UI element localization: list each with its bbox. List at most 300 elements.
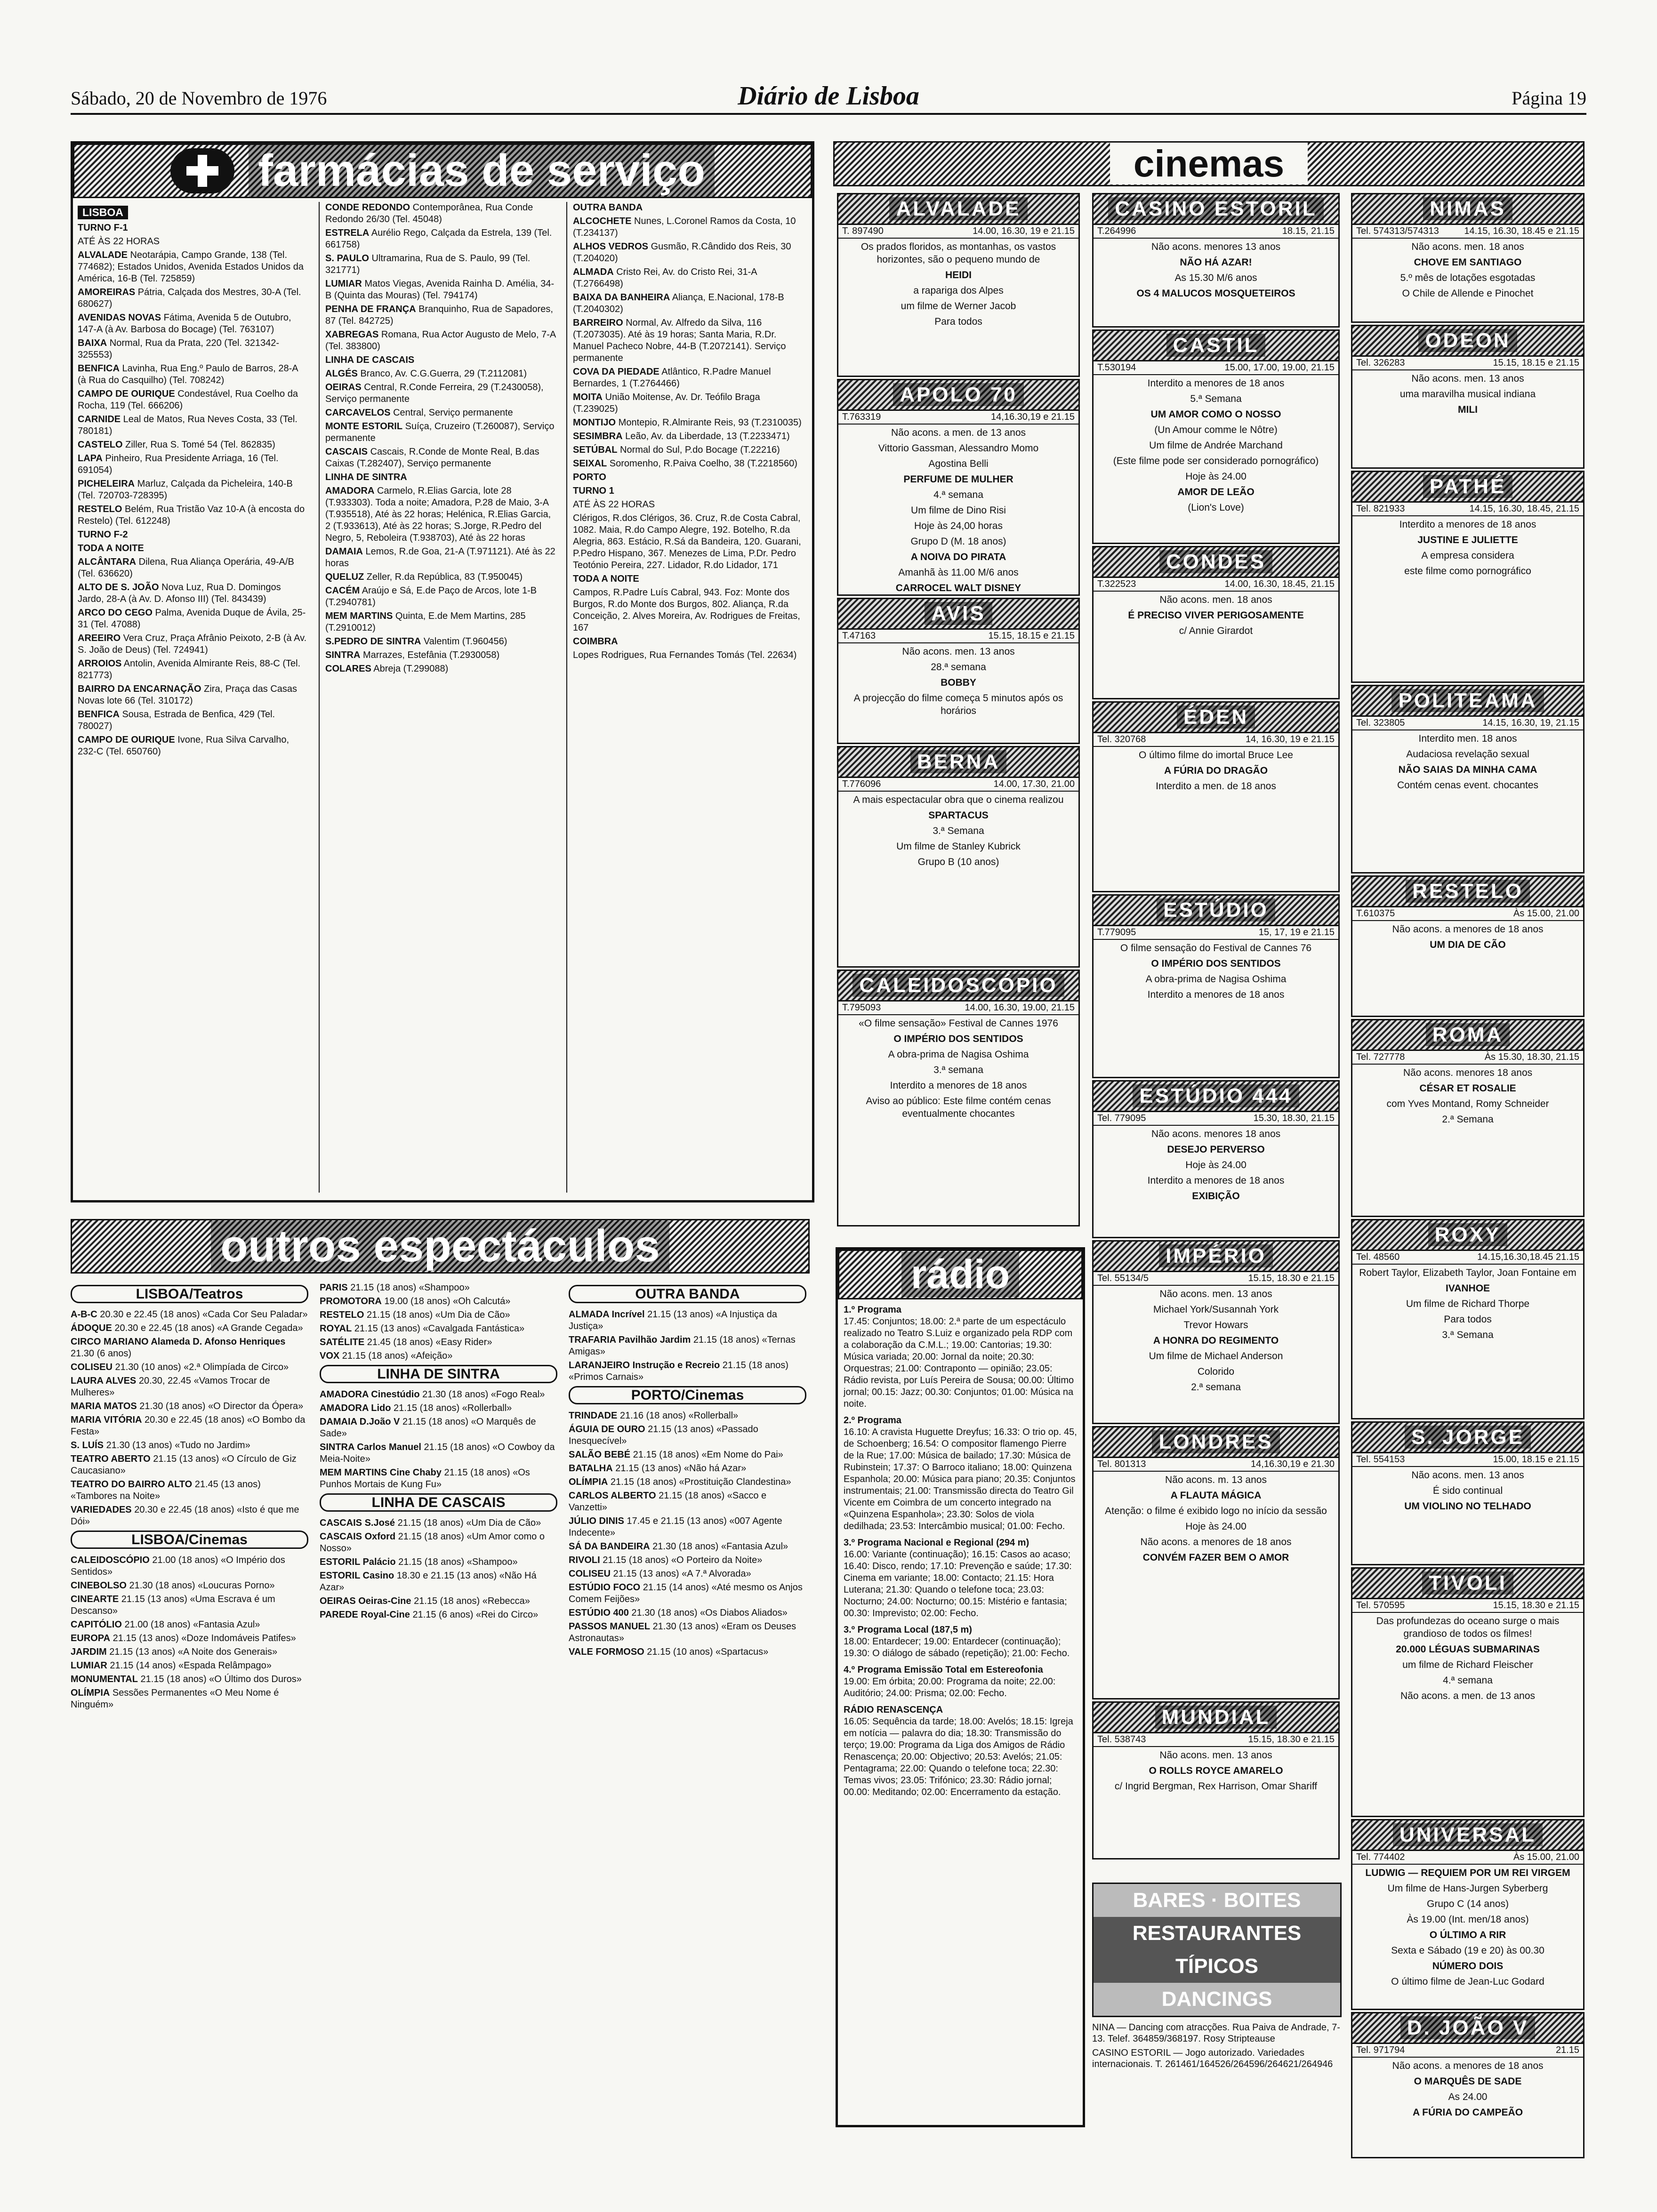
cinema-line: A empresa considera <box>1421 550 1514 561</box>
cinema-line: Um filme de Stanley Kubrick <box>896 841 1021 852</box>
cinema-line: 4.ª semana <box>1443 1675 1493 1686</box>
cinema-name: CASTIL <box>1094 331 1338 361</box>
section-heading: LINHA DE SINTRA <box>320 1365 557 1383</box>
cinema-phone-times: Tel. 538743 15.15, 18.30 e 21.15 <box>1094 1733 1338 1747</box>
listing-entry: RESTELO 21.15 (18 anos) «Um Dia de Cão» <box>320 1310 510 1320</box>
cinema-line: Não acons. m. 13 anos <box>1165 1475 1267 1485</box>
cinema-line: Para todos <box>1444 1314 1492 1325</box>
listing-entry: MARIA VITÓRIA 20.30 e 22.45 (18 anos) «O Bombo da Festa» <box>71 1415 306 1437</box>
cinema-name: IMPÉRIO <box>1094 1242 1338 1272</box>
listing-entry: LUMIAR Matos Viegas, Avenida Rainha D. Amélia, 34-B (Quinta das Mouras) (Tel. 794174) <box>325 279 555 301</box>
listing-entry: XABREGAS Romana, Rua Actor Augusto de Melo, 7-A (Tel. 383800) <box>325 329 556 352</box>
cinema-listing <box>1092 701 1340 892</box>
listing-entry: Clérigos, R.dos Clérigos, 36. Cruz, R.de Costa Cabral, 1082. Maia, R.do Campo Alegre, 192. Botelho, R.da Alegria, 863. Estácio, R.Sá da Bandeira, 120. Guarani, P.Pedro Hispano, 367. Menezes de Lima, P.Dr. Pedro Teotónio Pereira, 227. Lidador, R.do Lidador, 171 <box>573 513 801 570</box>
section-heading: PORTO/Cinemas <box>569 1386 806 1404</box>
listing-entry: CARCAVELOS Central, Serviço permanente <box>325 408 513 418</box>
cinema-line: IVANHOE <box>1445 1283 1490 1294</box>
listing-entry: DAMAIA Lemos, R.de Goa, 21-A (T.971121). Até às 22 horas <box>325 546 555 569</box>
listing-entry: ALCÂNTARA Dilena, Rua Aliança Operária, 49-A/B (Tel. 636620) <box>78 557 294 579</box>
cinema-line: A HONRA DO REGIMENTO <box>1153 1335 1279 1346</box>
cinema-phone-times: T.779095 15, 17, 19 e 21.15 <box>1094 926 1338 940</box>
outros-title: outros espectáculos <box>211 1221 669 1271</box>
cinema-line: c/ Ingrid Bergman, Rex Harrison, Omar Shariff <box>1114 1781 1318 1792</box>
outros-list-1 <box>71 1285 308 1711</box>
radio-program-title: RÁDIO RENASCENÇA <box>844 1705 943 1715</box>
outros-col-1 <box>71 1282 308 2148</box>
section-heading: LISBOA/Cinemas <box>71 1531 308 1549</box>
listing-entry: TODA A NOITE <box>78 543 144 553</box>
cinema-phone-times: T.776096 14.00, 17.30, 21.00 <box>838 778 1078 792</box>
listing-entry: PROMOTORA 19.00 (18 anos) «Oh Calcutá» <box>320 1296 511 1306</box>
cinema-line: Contém cenas event. chocantes <box>1397 780 1538 791</box>
cinema-line: CHOVE EM SANTIAGO <box>1414 257 1522 268</box>
cinema-listing <box>837 746 1080 968</box>
cinema-line: Hoje às 24.00 <box>1185 1521 1247 1532</box>
newspaper-title: Diário de Lisboa <box>738 81 919 111</box>
cinema-line: Atenção: o filme é exibido logo no início da sessão <box>1105 1506 1327 1516</box>
farmacias-title: farmácias de serviço <box>249 145 715 197</box>
cinema-line: 28.ª semana <box>931 662 986 673</box>
cinema-name: ROXY <box>1352 1220 1583 1251</box>
listing-entry: AVENIDAS NOVAS Fátima, Avenida 5 de Outubro, 147-A (à Av. Barbosa do Bocage) (Tel. 763107) <box>78 313 291 335</box>
listing-entry: RESTELO Belém, Rua Tristão Vaz 10-A (à encosta do Restelo) (Tel. 612248) <box>78 504 305 526</box>
section-heading: LISBOA/Teatros <box>71 1285 308 1303</box>
cinema-line: Um filme de Andrée Marchand <box>1149 440 1283 451</box>
cinema-listing <box>1092 1240 1340 1424</box>
cinema-line: Os prados floridos, as montanhas, os vastos horizontes, são o pequeno mundo de <box>861 241 1056 265</box>
cinema-name: ÉDEN <box>1094 703 1338 733</box>
cinema-name: ROMA <box>1352 1020 1583 1051</box>
cinema-line: Interdito a menores de 18 anos <box>1147 1175 1285 1186</box>
listing-entry: Lopes Rodrigues, Rua Fernandes Tomás (Tel. 22634) <box>573 650 797 660</box>
cinema-line: Não acons. men. 13 anos <box>1159 1750 1272 1761</box>
outros-list-2 <box>320 1282 557 1621</box>
cinema-line: 4.ª semana <box>933 489 983 500</box>
cinema-phone-times: Tel. 774402 Às 15.00, 21.00 <box>1352 1851 1583 1865</box>
cinema-line: O Chile de Allende e Pinochet <box>1402 288 1534 299</box>
listing-entry: BENFICA Sousa, Estrada de Benfica, 429 (Tel. 780027) <box>78 709 275 731</box>
listing-entry: ARCO DO CEGO Palma, Avenida Duque de Ávila, 25-31 (Tel. 47088) <box>78 608 306 630</box>
listing-entry: MONTE ESTORIL Suíça, Cruzeiro (T.260087), Serviço permanente <box>325 421 555 443</box>
cinema-line: Não acons. men. 18 anos <box>1159 594 1272 605</box>
radio-schedule: 17.45: Conjuntos; 18.00: 2.ª parte de um espectáculo realizado no Teatro S.Luiz e organizado pela RDP com a colaboração da C.M.L.; 19.00: Cantorias; 19.30: Música variada; 20.00: Jornal da noite; 20.30: Orquestras; 21.00: Contraponto — opinião; 23.05: Rádio revista, por Luís Pereira de Sousa; 00.00: Último jornal; 00.15: Jazz; 00.30: Conjuntos; 01.00: Música na noite. <box>844 1316 1074 1409</box>
listing-entry: A-B-C 20.30 e 22.45 (18 anos) «Cada Cor Seu Paladar» <box>71 1309 308 1320</box>
farmacias-list-2 <box>325 202 556 675</box>
listing-entry: ALMADA Incrível 21.15 (13 anos) «A Injustiça da Justiça» <box>569 1309 777 1331</box>
cinema-phone-times: Tel. 570595 15.15, 18.30 e 21.15 <box>1352 1599 1583 1613</box>
listing-entry: ALMADA Cristo Rei, Av. do Cristo Rei, 31-A (T.2766498) <box>573 267 757 289</box>
listing-entry: BAIXA DA BANHEIRA Aliança, E.Nacional, 178-B (T.2040302) <box>573 292 784 314</box>
cinema-name: CALEIDOSCÓPIO <box>838 971 1078 1002</box>
cinema-line: Não acons. a men. de 13 anos <box>891 427 1026 438</box>
listing-entry: PORTO <box>573 472 606 482</box>
cinema-line: Às 19.00 (Int. men/18 anos) <box>1407 1914 1529 1925</box>
listing-entry: MONTIJO Montepio, R.Almirante Reis, 93 (T.2310035) <box>573 417 802 428</box>
farmacias-col-1 <box>78 202 308 1193</box>
cinema-phone-times: Tel. 320768 14, 16.30, 19 e 21.15 <box>1094 733 1338 747</box>
listing-entry: COLARES Abreja (T.299088) <box>325 664 449 674</box>
cinema-name: APOLO 70 <box>838 380 1078 411</box>
cinema-phone-times: T. 897490 14.00, 16.30, 19 e 21.15 <box>838 225 1078 239</box>
cinema-listing <box>1092 1701 1340 1859</box>
listing-entry: COLISEU 21.30 (10 anos) «2.ª Olimpíada de Circo» <box>71 1362 289 1372</box>
cinema-line: Amanhã às 11.00 M/6 anos <box>898 567 1019 578</box>
cinema-line: (Lion's Love) <box>1188 502 1244 513</box>
listing-entry: RIVOLI 21.15 (18 anos) «O Porteiro da Noite» <box>569 1555 763 1565</box>
cinema-listing <box>1351 1819 1585 2010</box>
cinema-line: Colorido <box>1197 1366 1235 1377</box>
cinema-line: Grupo C (14 anos) <box>1427 1899 1509 1909</box>
radio-program-title: 3.º Programa Nacional e Regional (294 m) <box>844 1538 1030 1548</box>
cinema-line: «O filme sensação» Festival de Cannes 1976 <box>859 1018 1058 1029</box>
listing-entry: ALVALADE Neotarápia, Campo Grande, 138 (Tel. 774682); Estados Unidos, Avenida Estados Unidos da América, 16-B (Tel. 725859) <box>78 250 304 284</box>
section-heading: LINHA DE CASCAIS <box>320 1493 557 1512</box>
cinema-phone-times: Tel. 55134/5 15.15, 18.30 e 21.15 <box>1094 1272 1338 1286</box>
cinema-name: NIMAS <box>1352 194 1583 225</box>
listing-entry: TODA A NOITE <box>573 574 639 584</box>
listing-entry: VALE FORMOSO 21.15 (10 anos) «Spartacus» <box>569 1647 769 1657</box>
listing-entry: TRAFARIA Pavilhão Jardim 21.15 (18 anos) «Ternas Amigas» <box>569 1335 796 1357</box>
listing-entry: CASTELO Ziller, Rua S. Tomé 54 (Tel. 862835) <box>78 440 275 450</box>
listing-entry: ALHOS VEDROS Gusmão, R.Cândido dos Reis, 30 (T.204020) <box>573 241 791 264</box>
listing-entry: OEIRAS Oeiras-Cine 21.15 (18 anos) «Rebecca» <box>320 1596 530 1606</box>
cinema-line: Um filme de Dino Risi <box>911 505 1006 516</box>
cinema-line: PERFUME DE MULHER <box>903 474 1014 485</box>
cinema-line: A mais espectacular obra que o cinema realizou <box>853 794 1064 805</box>
cinema-line: 5.ª Semana <box>1190 393 1242 404</box>
cinema-phone-times: Tel. 323805 14.15, 16.30, 19, 21.15 <box>1352 717 1583 730</box>
cinema-line: a rapariga dos Alpes <box>913 285 1004 296</box>
cinema-line: AMOR DE LEÃO <box>1177 487 1255 497</box>
cinema-name: ODEON <box>1352 326 1583 357</box>
cinema-line: UM AMOR COMO O NOSSO <box>1150 409 1281 420</box>
listing-entry: CALEIDOSCÓPIO 21.00 (18 anos) «O Império dos Sentidos» <box>71 1555 285 1577</box>
section-heading: OUTRA BANDA <box>569 1285 806 1303</box>
radio-banner <box>838 1250 1083 1299</box>
cinema-line: Audaciosa revelação sexual <box>1406 749 1529 760</box>
listing-entry: CAMPO DE OURIQUE Ivone, Rua Silva Carvalho, 232-C (Tel. 650760) <box>78 735 290 757</box>
listing-entry: LUMIAR 21.15 (14 anos) «Espada Relâmpago» <box>71 1660 272 1671</box>
listing-entry: ESTÚDIO FOCO 21.15 (14 anos) «Até mesmo os Anjos Comem Feijões» <box>569 1582 803 1604</box>
issue-date: Sábado, 20 de Novembro de 1976 <box>71 88 327 109</box>
cinema-listing <box>1092 546 1340 699</box>
listing-entry: JÚLIO DINIS 17.45 e 21.15 (13 anos) «007 Agente Indecente» <box>569 1516 782 1538</box>
cinema-line: JUSTINE E JULIETTE <box>1417 535 1518 545</box>
cinema-line: Interdito men. 18 anos <box>1418 733 1517 744</box>
cinema-name: S. JORGE <box>1352 1423 1583 1453</box>
cinema-line: A FÚRIA DO CAMPEÃO <box>1412 2107 1523 2118</box>
listing-entry: ATÉ ÀS 22 HORAS <box>573 499 655 510</box>
cinema-listing <box>1351 685 1585 874</box>
cinema-line: Interdito a menores de 18 anos <box>1147 378 1285 389</box>
listing-entry: AMADORA Lido 21.15 (18 anos) «Rollerball» <box>320 1403 512 1413</box>
listing-entry: COIMBRA <box>573 636 618 647</box>
cinema-phone-times: Tel. 727778 Às 15.30, 18.30, 21.15 <box>1352 1051 1583 1065</box>
listing-entry: BAIXA Normal, Rua da Prata, 220 (Tel. 321342-325553) <box>78 338 279 360</box>
cinema-line: MILI <box>1458 404 1478 415</box>
cinema-line: este filme como pornográfico <box>1404 566 1531 577</box>
cinema-line: NÃO HÁ AZAR! <box>1180 257 1252 268</box>
listing-entry: PARIS 21.15 (18 anos) «Shampoo» <box>320 1282 470 1293</box>
cinema-line: CONVÉM FAZER BEM O AMOR <box>1142 1552 1289 1563</box>
listing-entry: BAIRRO DA ENCARNAÇÃO Zira, Praça das Casas Novas lote 66 (Tel. 310172) <box>78 684 298 706</box>
listing-entry: ÁDOQUE 20.30 e 22.45 (18 anos) «A Grande Cegada» <box>71 1323 303 1333</box>
bares-line-0: NINA — Dancing com atracções. Rua Paiva de Andrade, 7-13. Telef. 364859/368197. Rosy Stripteause <box>1092 2022 1340 2044</box>
listing-entry: SALÃO BEBÉ 21.15 (18 anos) «Em Nome do Pai» <box>569 1450 783 1460</box>
bares-word-0: BARES · BOITES <box>1094 1884 1340 1917</box>
bares-line-1: CASINO ESTORIL — Jogo autorizado. Variedades internacionais. T. 261461/164526/264596/264621/264946 <box>1092 2048 1333 2069</box>
outros-col-2 <box>320 1282 557 2148</box>
cinema-line: A FÚRIA DO DRAGÃO <box>1164 765 1268 776</box>
radio-schedule: 18.00: Entardecer; 19.00: Entardecer (continuação); 19.30: O diálogo de sábado (repetição); 21.00: Fecho. <box>844 1636 1070 1659</box>
cinema-name: RESTELO <box>1352 877 1583 907</box>
listing-entry: VARIEDADES 20.30 e 22.45 (18 anos) «Isto é que me Dói» <box>71 1505 299 1527</box>
listing-entry: EUROPA 21.15 (13 anos) «Doze Indomáveis Patifes» <box>71 1633 296 1643</box>
cinema-line: Grupo B (10 anos) <box>917 857 999 867</box>
cinema-line: 5.º mês de lotações esgotadas <box>1400 272 1536 283</box>
listing-entry: S. LUÍS 21.30 (13 anos) «Tudo no Jardim» <box>71 1440 250 1451</box>
cinema-line: UM DIA DE CÃO <box>1430 939 1506 950</box>
cross-icon <box>170 148 234 193</box>
bares-word-1: RESTAURANTES <box>1094 1917 1340 1950</box>
listing-entry: AREEIRO Vera Cruz, Praça Afrânio Peixoto, 2-B (à Av. S. João de Deus) (Tel. 724941) <box>78 633 307 655</box>
listing-entry: PASSOS MANUEL 21.30 (13 anos) «Eram os Deuses Astronautas» <box>569 1621 796 1643</box>
listing-entry: S.PEDRO DE SINTRA Valentim (T.960456) <box>325 636 507 647</box>
cinema-line: (Este filme pode ser considerado pornográfico) <box>1113 456 1319 466</box>
listing-entry: CASCAIS Oxford 21.15 (18 anos) «Um Amor como o Nosso» <box>320 1531 545 1554</box>
cinema-line: Um filme de Michael Anderson <box>1149 1351 1283 1362</box>
listing-entry: PENHA DE FRANÇA Branquinho, Rua de Sapadores, 87 (Tel. 842725) <box>325 304 553 326</box>
cinema-line: As 24.00 <box>1448 2092 1488 2102</box>
listing-entry: OLÍMPIA Sessões Permanentes «O Meu Nome é Ninguém» <box>71 1688 279 1710</box>
cinema-line: Não acons. a men. de 13 anos <box>1400 1691 1536 1701</box>
listing-entry: ESTORIL Casino 18.30 e 21.15 (13 anos) «Não Há Azar» <box>320 1571 537 1593</box>
cinema-line: 3.ª Semana <box>1442 1330 1494 1340</box>
cinema-line: OS 4 MALUCOS MOSQUETEIROS <box>1136 288 1295 299</box>
cinema-name: ESTÚDIO 444 <box>1094 1082 1338 1112</box>
cinema-line: Um filme de Richard Thorpe <box>1406 1298 1530 1309</box>
listing-entry: LAURA ALVES 20.30, 22.45 «Vamos Trocar de Mulheres» <box>71 1376 270 1398</box>
listing-entry: CONDE REDONDO Contemporânea, Rua Conde Redondo 26/30 (Tel. 45048) <box>325 202 533 224</box>
cinema-phone-times: Tel. 971794 21.15 <box>1352 2044 1583 2058</box>
cinema-line: HEIDI <box>945 270 972 281</box>
listing-entry: AMADORA Carmelo, R.Elias Garcia, lote 28 (T.933303). Toda a noite; Amadora, P.28 de Maio, 3-A (T.935518), Até às 22 horas; Helénica, R.Elias Garcia, 2 (T.933613), Até às 22 horas; S.Jorge, R.Pedro del Negro, 5, Reboleira (T.938703), Até às 22 horas <box>325 486 551 543</box>
cinema-line: O último filme de Jean-Luc Godard <box>1391 1976 1544 1987</box>
cinema-line: CÉSAR ET ROSALIE <box>1419 1083 1516 1094</box>
cinema-phone-times: T.264996 18.15, 21.15 <box>1094 225 1338 239</box>
cinema-line: UM VIOLINO NO TELHADO <box>1404 1501 1531 1512</box>
listing-entry: SETÚBAL Normal do Sul, P.do Bocage (T.22216) <box>573 445 780 455</box>
listing-entry: CACÉM Araújo e Sá, E.de Paço de Arcos, lote 1-B (T.2940781) <box>325 585 537 608</box>
page-header <box>71 80 1586 115</box>
listing-entry: ESTÚDIO 400 21.30 (18 anos) «Os Diabos Aliados» <box>569 1608 788 1618</box>
cinemas-banner <box>833 141 1585 186</box>
cinema-phone-times: T.322523 14.00, 16.30, 18.45, 21.15 <box>1094 578 1338 592</box>
cinema-line: É sido continual <box>1432 1485 1503 1496</box>
outros-list-3 <box>569 1285 806 1658</box>
listing-entry: SINTRA Marrazes, Estefânia (T.2930058) <box>325 650 500 660</box>
cinema-line: A projecção do filme começa 5 minutos após os horários <box>853 693 1063 716</box>
cinema-phone-times: T.763319 14,16.30,19 e 21.15 <box>838 411 1078 425</box>
cinema-line: O MARQUÊS DE SADE <box>1414 2076 1522 2087</box>
listing-entry: MOITA União Moitense, Av. Dr. Teófilo Braga (T.239025) <box>573 392 760 414</box>
cinema-line: A obra-prima de Nagisa Oshima <box>888 1049 1029 1060</box>
cinema-line: NÃO SAIAS DA MINHA CAMA <box>1398 764 1537 775</box>
cinema-name: CONDES <box>1094 547 1338 578</box>
listing-entry: CARLOS ALBERTO 21.15 (18 anos) «Sacco e Vanzetti» <box>569 1491 767 1513</box>
listing-entry: CASCAIS Cascais, R.Conde de Monte Real, B.das Caixas (T.282407), Serviço permanente <box>325 447 539 469</box>
listing-entry: COLISEU 21.15 (13 anos) «A 7.ª Alvorada» <box>569 1569 751 1579</box>
listing-entry: CIRCO MARIANO Alameda D. Afonso Henriques 21.30 (6 anos) <box>71 1337 286 1359</box>
cinema-name: AVIS <box>838 599 1078 630</box>
cinema-line: As 15.30 M/6 anos <box>1174 272 1257 283</box>
cinema-phone-times: Tel. 821933 14.15, 16.30, 18.45, 21.15 <box>1352 503 1583 516</box>
cinema-listing <box>837 598 1080 744</box>
cinema-listing <box>1351 1019 1585 1217</box>
cinema-line: CARROCEL WALT DISNEY <box>895 583 1022 593</box>
cinema-line: Não acons. menores 18 anos <box>1403 1067 1533 1078</box>
farmacias-banner <box>73 144 812 198</box>
cinema-line: O IMPÉRIO DOS SENTIDOS <box>893 1034 1023 1044</box>
listing-entry: CINEBOLSO 21.30 (18 anos) «Loucuras Porno» <box>71 1580 275 1591</box>
listing-entry: JARDIM 21.15 (13 anos) «A Noite dos Generais» <box>71 1647 278 1657</box>
cinema-phone-times: T.47163 15.15, 18.15 e 21.15 <box>838 630 1078 643</box>
cinema-listing <box>1092 1426 1340 1699</box>
listing-entry: ÁGUIA DE OURO 21.15 (13 anos) «Passado Inesquecível» <box>569 1424 758 1446</box>
listing-entry: BENFICA Lavinha, Rua Eng.º Paulo de Barros, 28-A (à Rua do Casquilho) (Tel. 708242) <box>78 363 298 385</box>
listing-entry: ESTORIL Palácio 21.15 (18 anos) «Shampoo» <box>320 1557 518 1567</box>
cinema-line: Não acons. menores 18 anos <box>1151 1129 1281 1139</box>
listing-entry: ESTRELA Aurélio Rego, Calçada da Estrela, 139 (Tel. 661758) <box>325 228 552 250</box>
radio-program-title: 1.º Programa <box>844 1305 901 1315</box>
listing-entry: TEATRO DO BAIRRO ALTO 21.45 (13 anos) «Tambores na Noite» <box>71 1479 261 1501</box>
cinema-line: 2.ª Semana <box>1442 1114 1494 1125</box>
page-number: Página 19 <box>1512 88 1586 109</box>
listing-entry: SÁ DA BANDEIRA 21.30 (18 anos) «Fantasia Azul» <box>569 1541 788 1552</box>
radio-title: rádio <box>901 1252 1019 1297</box>
listing-entry: TURNO F-1 <box>78 223 128 233</box>
cinema-name: ALVALADE <box>838 194 1078 225</box>
cinema-name: POLITEAMA <box>1352 686 1583 717</box>
cinema-line: Robert Taylor, Elizabeth Taylor, Joan Fontaine em <box>1359 1267 1577 1278</box>
farmacias-section <box>71 141 814 1202</box>
listing-entry: QUELUZ Zeller, R.da República, 83 (T.950045) <box>325 572 523 582</box>
cinema-listing <box>1351 1567 1585 1817</box>
listing-entry: ALGÉS Branco, Av. C.G.Guerra, 29 (T.2112081) <box>325 369 527 379</box>
cinema-line: O último filme do imortal Bruce Lee <box>1139 750 1293 761</box>
cinema-name: UNIVERSAL <box>1352 1820 1583 1851</box>
cinema-line: NÚMERO DOIS <box>1432 1961 1504 1972</box>
cinema-phone-times: T.610375 Às 15.00, 21.00 <box>1352 907 1583 921</box>
listing-entry: AMOREIRAS Pátria, Calçada dos Mestres, 30-A (Tel. 680627) <box>78 287 301 309</box>
cinema-line: Hoje às 24,00 horas <box>914 521 1003 531</box>
cinema-line: um filme de Werner Jacob <box>901 301 1016 312</box>
cinema-line: Para todos <box>934 316 982 327</box>
cinema-listing <box>1351 325 1585 469</box>
cinema-line: Vittorio Gassman, Alessandro Momo <box>878 443 1039 454</box>
listing-entry: TURNO 1 <box>573 486 614 496</box>
cinema-listing <box>1351 193 1585 323</box>
cinema-line: (Un Amour comme le Nôtre) <box>1154 425 1278 435</box>
listing-entry: BARREIRO Normal, Av. Alfredo da Silva, 116 (T.2073035). Até às 19 horas; Santa Maria, R.Dr. Manuel Pacheco Nobre, 44-B (T.2072141). Serviço permanente <box>573 318 786 363</box>
listing-entry: TEATRO ABERTO 21.15 (13 anos) «O Círculo de Giz Caucasiano» <box>71 1454 297 1476</box>
listing-entry: ALCOCHETE Nunes, L.Coronel Ramos da Costa, 10 (T.234137) <box>573 216 796 238</box>
cinema-listing <box>837 193 1080 377</box>
cinema-name: MUNDIAL <box>1094 1703 1338 1733</box>
cinema-line: Interdito a men. de 18 anos <box>1156 781 1276 792</box>
listing-entry: ATÉ ÀS 22 HORAS <box>78 236 160 247</box>
listing-entry: CARNIDE Leal de Matos, Rua Neves Costa, 33 (Tel. 780181) <box>78 414 298 436</box>
cinemas-title: cinemas <box>1110 143 1308 184</box>
bares-word-3: DANCINGS <box>1094 1983 1340 2016</box>
cinema-phone-times: T.530194 15.00, 17.00, 19.00, 21.15 <box>1094 361 1338 375</box>
radio-program-title: 2.º Programa <box>844 1415 901 1426</box>
cinema-line: 3.ª semana <box>933 1065 983 1075</box>
cinema-line: 2.ª semana <box>1191 1382 1241 1393</box>
cinema-line: Das profundezas do oceano surge o mais grandioso de todos os filmes! <box>1376 1616 1560 1639</box>
cinema-line: SPARTACUS <box>928 810 989 821</box>
bares-banner <box>1092 1883 1342 2017</box>
farmacias-col-3 <box>566 202 804 1193</box>
farmacias-list-1 <box>78 222 308 758</box>
listing-entry: ROYAL 21.15 (13 anos) «Cavalgada Fantástica» <box>320 1323 525 1334</box>
lisboa-label: LISBOA <box>78 206 128 219</box>
cinema-name: ESTÚDIO <box>1094 896 1338 926</box>
bares-word-2: TÍPICOS <box>1094 1950 1340 1983</box>
cinema-line: Sexta e Sábado (19 e 20) às 00.30 <box>1391 1945 1544 1956</box>
cinema-line: Interdito a menores de 18 anos <box>1147 989 1285 1000</box>
cinema-line: Grupo D (M. 18 anos) <box>910 536 1006 547</box>
cinema-phone-times: T.795093 14.00, 16.30, 19.00, 21.15 <box>838 1002 1078 1015</box>
cinema-line: Um filme de Hans-Jurgen Syberberg <box>1387 1883 1548 1894</box>
listing-entry: SATÉLITE 21.45 (18 anos) «Easy Rider» <box>320 1337 492 1347</box>
radio-section <box>836 1247 1085 2127</box>
cinema-line: Aviso ao público: Este filme contém cenas eventualmente chocantes <box>866 1096 1051 1119</box>
cinema-line: A NOIVA DO PIRATA <box>910 552 1006 562</box>
cinema-phone-times: Tel. 48560 14.15,16.30,18.45 21.15 <box>1352 1251 1583 1265</box>
cinema-line: O filme sensação do Festival de Cannes 76 <box>1120 943 1312 954</box>
listing-entry: TURNO F-2 <box>78 529 128 540</box>
listing-entry: BATALHA 21.15 (13 anos) «Não há Azar» <box>569 1463 747 1474</box>
radio-schedule: 16.00: Variante (continuação); 16.15: Casos ao acaso; 16.40: Disco, rendo; 17.10: Prevenção e saúde; 17.30: Cinema em variante; 18.00: Contacto; 21.15: Hora Luterana; 21.30: Quando o telefone toca; 23.03: Nocturno; 24.00: Nocturno; 00.15: Mistério e fantasia; 00.30: Imprevisto; 02.00: Fecho. <box>844 1549 1072 1619</box>
cinema-phone-times: Tel. 554153 15.00, 18.15 e 21.15 <box>1352 1453 1583 1467</box>
listing-entry: CAMPO DE OURIQUE Condestável, Rua Coelho da Rocha, 119 (Tel. 666206) <box>78 389 298 411</box>
listing-entry: MEM MARTINS Quinta, E.de Mem Martins, 285 (T.2910012) <box>325 611 526 633</box>
cinema-line: Não acons. men. 13 anos <box>1411 1470 1524 1481</box>
radio-list <box>838 1299 1083 1808</box>
listing-entry: AMADORA Cinestúdio 21.30 (18 anos) «Fogo Real» <box>320 1389 545 1400</box>
listing-entry: MONUMENTAL 21.15 (18 anos) «O Último dos Duros» <box>71 1674 302 1684</box>
listing-entry: S. PAULO Ultramarina, Rua de S. Paulo, 99 (Tel. 321771) <box>325 253 531 275</box>
farmacias-list-3 <box>573 202 804 661</box>
cinema-line: Não acons. men. 13 anos <box>902 646 1015 657</box>
listing-entry: TRINDADE 21.16 (18 anos) «Rollerball» <box>569 1411 739 1421</box>
cinema-line: uma maravilha musical indiana <box>1400 389 1536 400</box>
outros-banner <box>71 1219 810 1274</box>
cinema-line: Não acons. a menores de 18 anos <box>1392 924 1544 935</box>
outros-col-3 <box>569 1282 806 2148</box>
cinema-listing <box>1351 875 1585 1017</box>
listing-entry: VOX 21.15 (18 anos) «Afeição» <box>320 1351 453 1361</box>
cinema-line: Não acons. men. 18 anos <box>1411 241 1524 252</box>
radio-program-title: 4.º Programa Emissão Total em Estereofonia <box>844 1665 1043 1675</box>
cinema-listing <box>837 970 1080 1226</box>
cinema-name: D. JOÃO V <box>1352 2013 1583 2044</box>
cinema-listing <box>1351 471 1585 683</box>
radio-schedule: 19.00: Em órbita; 20.00: Programa da noite; 22.00: Auditório; 24.00: Prisma; 02.00: Fecho. <box>844 1676 1056 1699</box>
cinema-line: 3.ª Semana <box>933 825 984 836</box>
cinema-phone-times: Tel. 326283 15.15, 18.15 e 21.15 <box>1352 357 1583 370</box>
